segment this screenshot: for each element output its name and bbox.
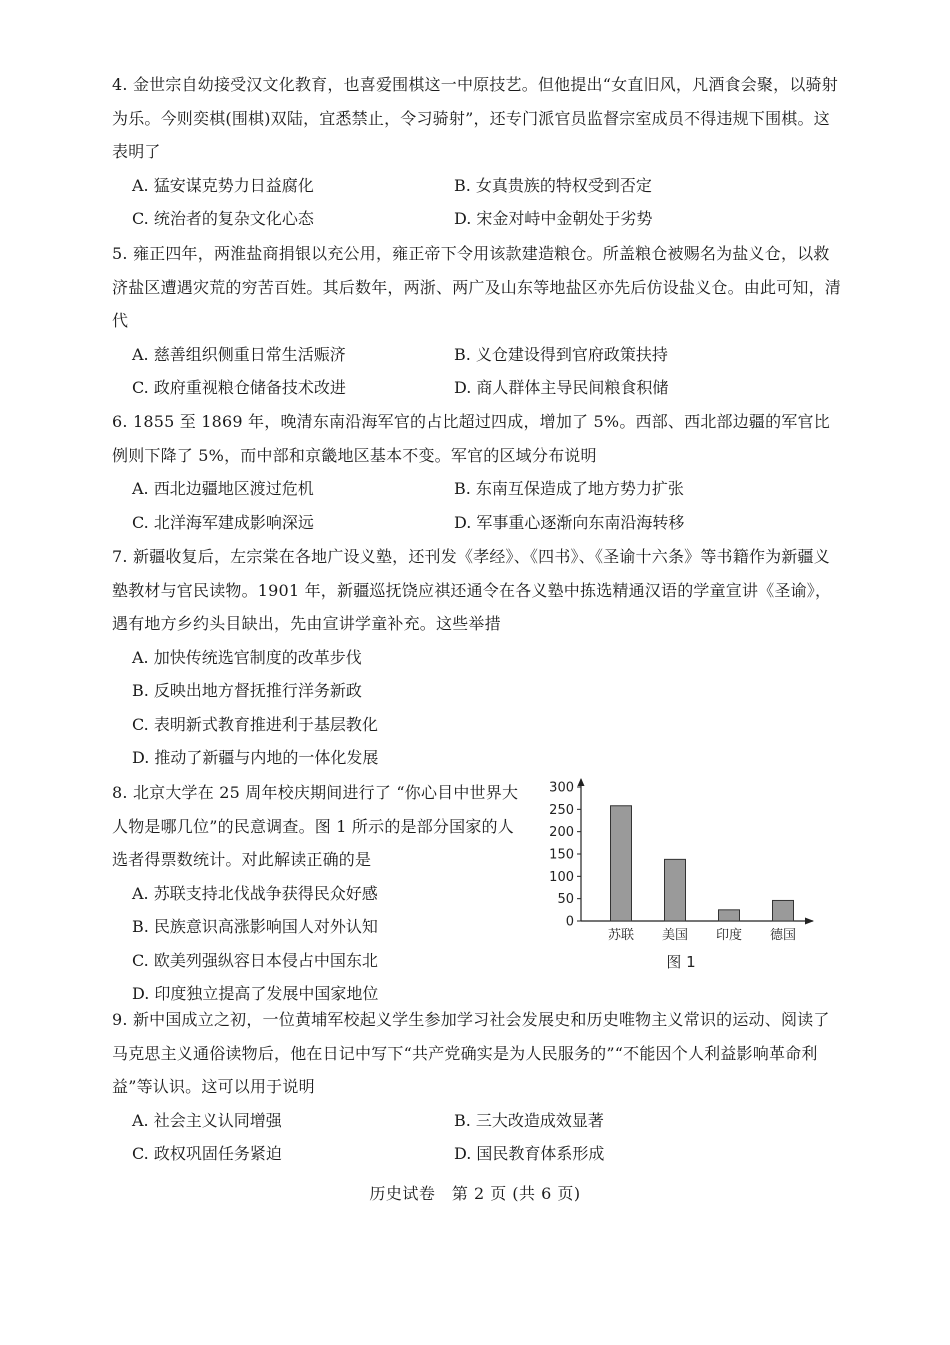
x-tick-label: 德国 bbox=[769, 928, 797, 943]
question-9 bbox=[112, 1003, 842, 1171]
bar bbox=[719, 910, 740, 921]
question-7-option-c[interactable]: C. 表明新式教育推进利于基层教化 bbox=[132, 714, 378, 734]
bar bbox=[665, 859, 686, 921]
question-4-option-b[interactable]: B. 女真贵族的特权受到否定 bbox=[454, 175, 652, 195]
question-5-stem: 5. 雍正四年，两淮盐商捐银以充公用，雍正帝下令用该款建造粮仓。所盖粮仓被赐名为盐义仓，以救济盐区遭遇灾荒的穷苦百姓。其后数年，两浙、两广及山东等地盐区亦先后仿设盐义仓。由此可知，清代 bbox=[112, 244, 842, 330]
question-8-option-d[interactable]: D. 印度独立提高了发展中国家地位 bbox=[132, 984, 379, 1003]
question-8-stem: 8. 北京大学在 25 周年校庆期间进行了 “你心目中世界大人物是哪几位”的民意调查。图 1 所示的是部分国家的人选者得票数统计。对此解读正确的是 bbox=[112, 783, 519, 869]
x-tick-label: 苏联 bbox=[607, 928, 635, 943]
y-tick-label: 200 bbox=[549, 825, 574, 841]
bar bbox=[611, 806, 632, 921]
question-9-option-d[interactable]: D. 国民教育体系形成 bbox=[454, 1144, 605, 1163]
question-6-option-b[interactable]: B. 东南互保造成了地方势力扩张 bbox=[454, 479, 684, 498]
chart-y-ticks bbox=[549, 781, 581, 930]
y-axis-arrow bbox=[578, 778, 585, 786]
question-5-options bbox=[112, 338, 842, 405]
question-9-option-b[interactable]: B. 三大改造成效显著 bbox=[454, 1110, 604, 1130]
question-7-option-d[interactable]: D. 推动了新疆与内地的一体化发展 bbox=[132, 748, 379, 767]
question-6-option-a[interactable]: A. 西北边疆地区渡过危机 bbox=[132, 479, 314, 498]
question-7-options bbox=[112, 641, 842, 775]
question-7-option-a[interactable]: A. 加快传统选官制度的改革步伐 bbox=[132, 647, 362, 667]
question-6-option-d[interactable]: D. 军事重心逐渐向东南沿海转移 bbox=[454, 512, 685, 532]
question-8-option-c[interactable]: C. 欧美列强纵容日本侵占中国东北 bbox=[132, 950, 378, 970]
x-axis-arrow bbox=[805, 918, 814, 925]
question-5-option-b[interactable]: B. 义仓建设得到官府政策扶持 bbox=[454, 344, 668, 364]
y-tick-label: 100 bbox=[549, 869, 574, 885]
question-4-option-a[interactable]: A. 猛安谋克势力日益腐化 bbox=[132, 175, 314, 195]
question-8-options bbox=[112, 877, 520, 1011]
question-7 bbox=[112, 540, 842, 775]
figure-1 bbox=[545, 775, 845, 975]
question-9-stem: 9. 新中国成立之初，一位黄埔军校起义学生参加学习社会发展史和历史唯物主义常识的运动、阅读了马克思主义通俗读物后，他在日记中写下“共产党确实是为人民服务的”“不能因个人利益影响革命利益”等认识。这可以用于说明 bbox=[112, 1010, 830, 1096]
y-tick-label: 150 bbox=[549, 847, 574, 863]
chart-bars bbox=[611, 806, 794, 921]
question-6-option-c[interactable]: C. 北洋海军建成影响深远 bbox=[132, 512, 314, 532]
question-4 bbox=[112, 68, 842, 236]
chart-x-labels bbox=[608, 927, 796, 943]
question-5-option-d[interactable]: D. 商人群体主导民间粮食积储 bbox=[454, 378, 669, 397]
question-4-option-c[interactable]: C. 统治者的复杂文化心态 bbox=[132, 209, 314, 228]
x-tick-label: 印度 bbox=[715, 928, 743, 943]
question-6 bbox=[112, 405, 842, 539]
y-tick-label: 300 bbox=[549, 780, 574, 796]
question-9-option-a[interactable]: A. 社会主义认同增强 bbox=[132, 1110, 282, 1130]
question-8-text bbox=[112, 776, 520, 1011]
figure-caption: 图 1 bbox=[666, 953, 696, 971]
question-8-option-b[interactable]: B. 民族意识高涨影响国人对外认知 bbox=[132, 917, 378, 936]
question-4-options bbox=[112, 169, 842, 236]
bar bbox=[773, 900, 794, 921]
x-tick-label: 美国 bbox=[661, 928, 689, 943]
y-tick-label: 0 bbox=[565, 914, 574, 930]
question-5-option-c[interactable]: C. 政府重视粮仓储备技术改进 bbox=[132, 378, 346, 397]
question-7-stem: 7. 新疆收复后，左宗棠在各地广设义塾，还刊发《孝经》、《四书》、《圣谕十六条》等书籍作为新疆义塾教材与官民读物。1901 年，新疆巡抚饶应祺还通令在各义塾中拣选精通汉语的学童宣讲《圣谕》，遇有地方乡约头目缺出，先由宣讲学童补充。这些举措 bbox=[112, 547, 832, 633]
question-9-option-c[interactable]: C. 政权巩固任务紧迫 bbox=[132, 1144, 282, 1163]
question-4-option-d[interactable]: D. 宋金对峙中金朝处于劣势 bbox=[454, 209, 653, 228]
y-tick-label: 250 bbox=[549, 802, 574, 818]
y-tick-label: 50 bbox=[557, 892, 574, 908]
question-5 bbox=[112, 237, 842, 405]
question-9-options bbox=[112, 1104, 842, 1171]
page-footer: 历史试卷 第 2 页 (共 6 页) bbox=[369, 1184, 581, 1203]
question-4-stem: 4. 金世宗自幼接受汉文化教育，也喜爱围棋这一中原技艺。但他提出“女直旧风，凡酒食会聚，以骑射为乐。今则奕棋(围棋)双陆，宜悉禁止，令习骑射”，还专门派官员监督宗室成员不得违规下围棋。这表明了 bbox=[112, 75, 838, 161]
question-8-option-a[interactable]: A. 苏联支持北伐战争获得民众好感 bbox=[132, 883, 378, 903]
question-6-stem: 6. 1855 至 1869 年，晚清东南沿海军官的占比超过四成，增加了 5%。西部、西北部边疆的军官比例则下降了 5%，而中部和京畿地区基本不变。军官的区域分布说明 bbox=[112, 412, 830, 465]
question-7-option-b[interactable]: B. 反映出地方督抚推行洋务新政 bbox=[132, 681, 362, 700]
bar-chart bbox=[545, 775, 845, 975]
question-6-options bbox=[112, 472, 842, 539]
question-5-option-a[interactable]: A. 慈善组织侧重日常生活赈济 bbox=[132, 344, 346, 364]
